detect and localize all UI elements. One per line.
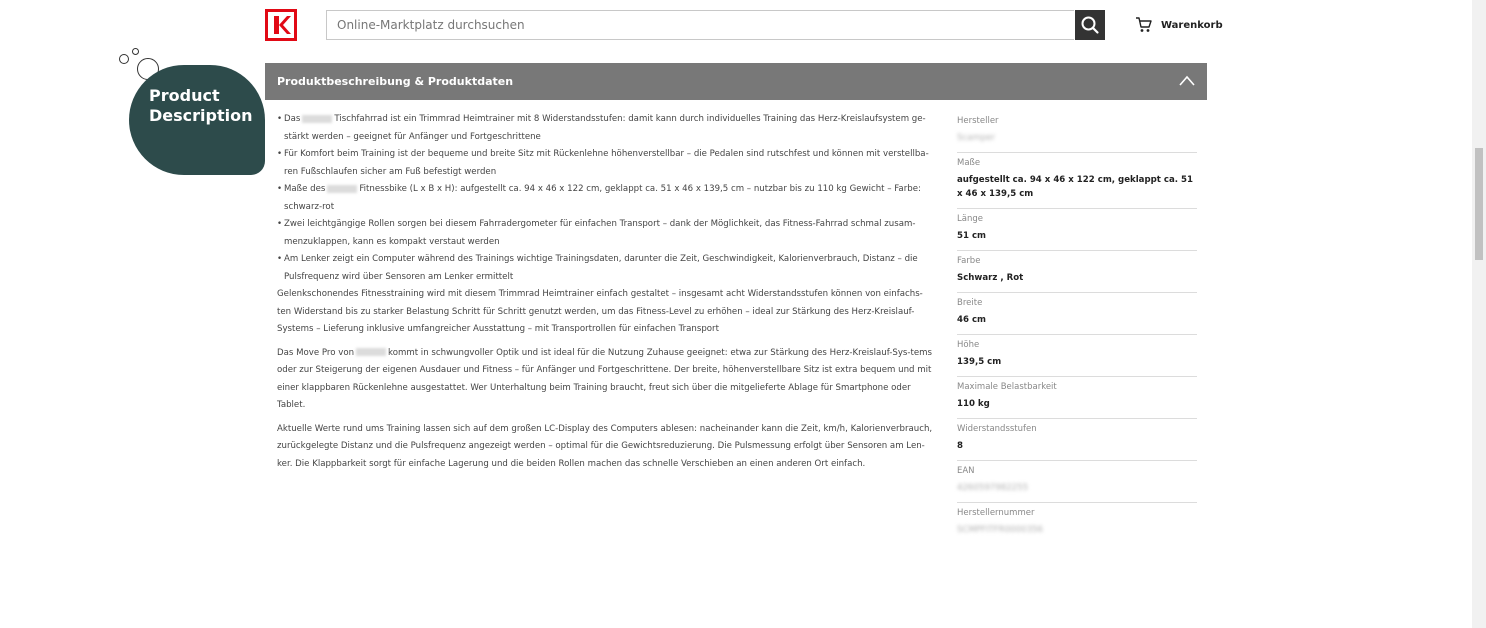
spec-row	[957, 335, 1197, 377]
list-item	[277, 146, 933, 181]
product-specs	[957, 111, 1197, 544]
list-item	[277, 216, 933, 251]
search-input[interactable]	[326, 10, 1074, 40]
page-scrollbar[interactable]	[1472, 0, 1486, 628]
spec-row	[957, 503, 1197, 544]
chevron-up-icon	[1179, 73, 1195, 89]
blurred-brand	[356, 348, 386, 356]
spec-label: Maximale Belastbarkeit	[957, 382, 1057, 392]
spec-row	[957, 209, 1197, 251]
cart-label: Warenkorb	[1161, 19, 1223, 31]
k-logo-icon	[265, 9, 297, 41]
bubble-tiny-icon	[132, 48, 139, 55]
spec-label: Hersteller	[957, 116, 999, 126]
kaufland-logo[interactable]	[265, 9, 297, 41]
spec-label: Breite	[957, 298, 983, 308]
description-paragraph-2	[277, 345, 933, 415]
shopping-cart-icon	[1135, 16, 1153, 34]
spec-value: 51 cm	[957, 231, 986, 241]
list-item	[277, 181, 933, 216]
bubble-small-icon	[119, 54, 129, 64]
bullet-text: Fitnessbike (L x B x H): aufgestellt ca. 94 x 46 x 122 cm, geklappt ca. 51 x 46 x 139,5 cm – nutzbar bis zu 110 kg Gewicht – Farbe: schwarz-rot	[284, 184, 921, 212]
paragraph-text: kommt in schwungvoller Optik und ist ideal für die Nutzung Zuhause geeignet: etwa zur Stärkung des Herz-Kreislauf-Sys-tems oder zur Steigerung der eigenen Ausdauer und Fitness – für Anfänger und Fortgeschrittene. Der breite, höhenverstellbare Sitz ist extra bequem und mit einer klappbaren Rückenlehne ausgestattet. Wer Unterhaltung beim Training braucht, freut sich über die mitgelieferte Ablage für Smartphone oder Tablet.	[277, 347, 933, 410]
spec-value: SCMPFITFR0000356	[957, 525, 1043, 535]
spec-row	[957, 377, 1197, 419]
badge-line-2: Description	[149, 106, 253, 125]
list-item	[277, 111, 933, 146]
spec-row	[957, 461, 1197, 503]
spec-label: Farbe	[957, 256, 981, 266]
spec-value: Schwarz , Rot	[957, 273, 1024, 283]
blurred-brand	[327, 185, 357, 193]
description-paragraph-3: Aktuelle Werte rund ums Training lassen sich auf dem großen LC-Display des Computers ablesen: nacheinander kann die Zeit, km/h, Kalorienverbrauch, zurückgelegte Distanz und die Pulsfrequenz angezeigt werden – optimal für die Gewichtsreduzierung. Die Pulsmessung erfolgt über Sensoren am Len-ker. Die Klappbarkeit sorgt für einfache Lagerung und die beiden Rollen machen das schnelle Verschieben an einen anderen Ort einfach.	[277, 423, 933, 469]
spec-value: 110 kg	[957, 399, 990, 409]
paragraph-text: Das Move Pro von	[277, 347, 355, 358]
bullet-text: Für Komfort beim Training ist der bequeme und breite Sitz mit Rückenlehne höhenverstellbar – die Pedalen sind rutschfest und können mit verstellba-ren Fußschlaufen sicher am Fuß befestigt werden	[284, 149, 929, 177]
spec-value: 8	[957, 441, 963, 451]
product-description	[277, 111, 933, 479]
spec-value: Scamper	[957, 133, 996, 143]
spec-row	[957, 293, 1197, 335]
bullet-text: Das	[284, 114, 301, 124]
badge-text	[149, 86, 259, 126]
spec-row	[957, 251, 1197, 293]
search-button[interactable]	[1075, 10, 1105, 40]
feature-list	[277, 111, 933, 286]
spec-row	[957, 419, 1197, 461]
spec-label: Länge	[957, 214, 983, 224]
bullet-text: Maße des	[284, 184, 326, 194]
badge-line-1: Product	[149, 86, 220, 105]
spec-label: Herstellernummer	[957, 508, 1035, 518]
spec-label: Maße	[957, 158, 981, 168]
description-paragraph-1: Gelenkschonendes Fitnesstraining wird mit diesem Trimmrad Heimtrainer einfach gestaltet – insgesamt acht Widerstandsstufen können von einfachs-ten Widerstand bis zu starker Belastung Schritt für Schritt genutzt werden, um das Fitness-Level zu erhöhen – ideal zur Stärkung des Herz-Kreislauf-Systems – Lieferung inklusive umfangreicher Ausstattung – mit Transportrollen für einfachen Transport	[277, 289, 923, 334]
spec-value: aufgestellt ca. 94 x 46 x 122 cm, geklappt ca. 51 x 46 x 139,5 cm	[957, 175, 1193, 199]
section-title: Produktbeschreibung & Produktdaten	[277, 75, 514, 88]
scrollbar-thumb[interactable]	[1475, 148, 1483, 260]
spec-label: Höhe	[957, 340, 980, 350]
spec-label: Widerstandsstufen	[957, 424, 1037, 434]
bullet-text: Zwei leichtgängige Rollen sorgen bei diesem Fahrradergometer für einfachen Transport – dank der Möglichkeit, das Fitness-Fahrrad schmal zusam-menzuklappen, kann es kompakt verstaut werden	[284, 219, 916, 247]
spec-label: EAN	[957, 466, 975, 476]
spec-row	[957, 153, 1197, 209]
spec-row	[957, 111, 1197, 153]
list-item	[277, 251, 933, 286]
bullet-text: Am Lenker zeigt ein Computer während des Trainings wichtige Trainingsdaten, darunter die Zeit, Geschwindigkeit, Kalorienverbrauch, Distanz – die Pulsfrequenz wird über Sensoren am Lenker ermittelt	[284, 254, 918, 282]
spec-value: 4260597982255	[957, 483, 1029, 493]
spec-value: 139,5 cm	[957, 357, 1002, 367]
spec-value: 46 cm	[957, 315, 986, 325]
section-header-toggle[interactable]	[265, 63, 1207, 100]
cart-button[interactable]	[1135, 14, 1223, 36]
bullet-text: Tischfahrrad ist ein Trimmrad Heimtrainer mit 8 Widerstandsstufen: damit kann durch individuelles Training das Herz-Kreislaufsystem ge-stärkt werden – geeignet für Anfänger und Fortgeschrittene	[284, 114, 926, 142]
blurred-brand	[302, 115, 332, 123]
search-icon	[1075, 10, 1105, 40]
